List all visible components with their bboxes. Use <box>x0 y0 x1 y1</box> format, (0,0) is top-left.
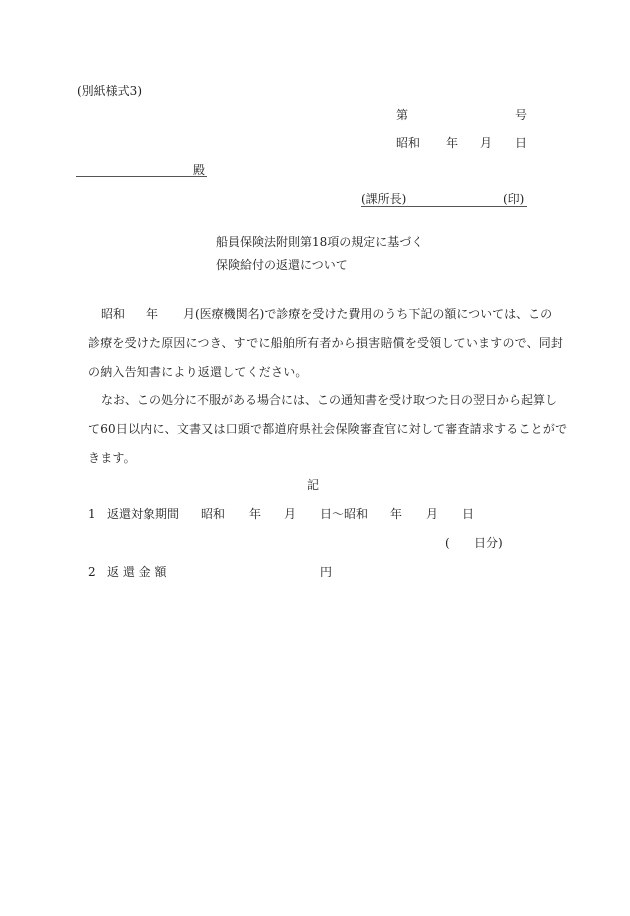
date-era: 昭和 <box>396 136 421 150</box>
item1-from-month: 月 <box>284 507 297 521</box>
sender-underline <box>361 206 527 207</box>
p1-line-2: 診療を受けた原因につき、すでに船舶所有者から損害賠償を受領していますので、同封 <box>88 336 564 350</box>
subject-line-1: 船員保険法附則第18項の規定に基づく <box>216 235 424 249</box>
date-year: 年 <box>446 136 459 150</box>
p1-line-3: の納入告知書により返還してください。 <box>88 365 308 379</box>
date-month: 月 <box>480 136 493 150</box>
number-prefix: 第 <box>396 108 409 122</box>
addressee-underline <box>76 176 207 177</box>
sender-title: (課所長) <box>361 192 407 206</box>
date-day: 日 <box>515 136 528 150</box>
item2-unit: 円 <box>320 565 333 579</box>
sender-seal: (印) <box>503 192 525 206</box>
item1-to-day: 日 <box>462 507 475 521</box>
form-label: (別紙様式3) <box>77 84 142 98</box>
item1-days-open: ( <box>445 536 450 550</box>
item1-days-label: 日分) <box>474 536 503 550</box>
p2-line-1: なお、この処分に不服がある場合には、この通知書を受け取つた日の翌日から起算し <box>101 393 558 407</box>
item1-number: 1 <box>88 507 96 521</box>
number-suffix: 号 <box>515 108 528 122</box>
record-heading: 記 <box>307 478 320 492</box>
p1-year: 年 <box>146 307 159 321</box>
item2-label: 返 還 金 額 <box>107 565 167 579</box>
item1-from-year: 年 <box>249 507 262 521</box>
p1-era: 昭和 <box>101 307 126 321</box>
addressee-honorific: 殿 <box>193 163 206 177</box>
item2-number: 2 <box>88 565 96 579</box>
p2-line-2: て60日以内に、文書又は口頭で都道府県社会保険審査官に対して審査請求することがで <box>88 422 568 436</box>
item1-to-year: 年 <box>390 507 403 521</box>
p1-line-1: 月(医療機関名)で診療を受けた費用のうち下記の額については、この <box>183 307 553 321</box>
item1-to-month: 月 <box>426 507 439 521</box>
p2-line-3: きます。 <box>88 451 136 465</box>
subject-line-2: 保険給付の返還について <box>216 258 348 272</box>
item1-label: 返還対象期間 <box>107 507 180 521</box>
item1-from-day-tilde: 日〜昭和 <box>320 507 369 521</box>
item1-from-era: 昭和 <box>201 507 226 521</box>
